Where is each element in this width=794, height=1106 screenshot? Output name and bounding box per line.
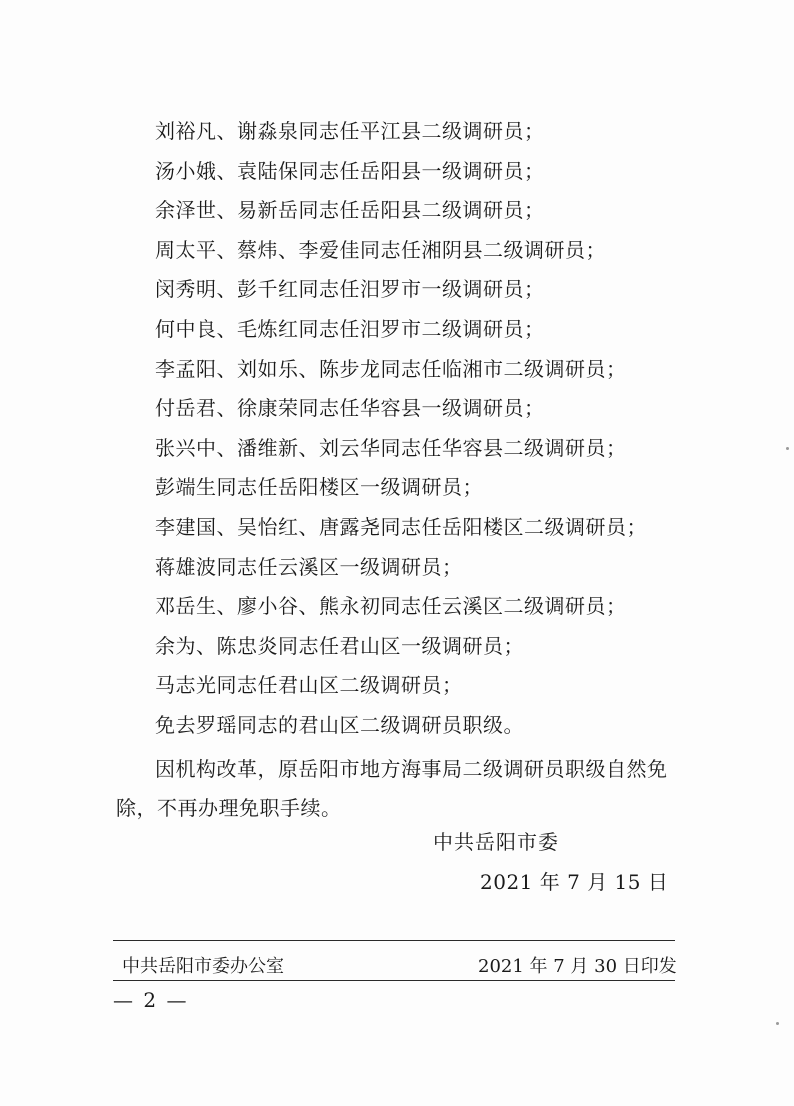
appointment-line: 李建国、吴怡红、唐露尧同志任岳阳楼区二级调研员； — [155, 514, 647, 539]
reform-note-line: 因机构改革，原岳阳市地方海事局二级调研员职级自然免 — [155, 757, 668, 781]
signature-date: 2021 年 7 月 15 日 — [480, 870, 669, 894]
appointment-line: 余泽世、易新岳同志任岳阳县二级调研员； — [155, 198, 545, 223]
footer-print-date: 2021 年 7 月 30 日印发 — [478, 956, 677, 977]
appointment-line: 余为、陈忠炎同志任君山区一级调研员； — [155, 633, 524, 658]
appointment-line: 李孟阳、刘如乐、陈步龙同志任临湘市二级调研员； — [155, 356, 627, 381]
page-number: — 2 — — [113, 988, 189, 1012]
reform-note-line: 除，不再办理免职手续。 — [116, 796, 342, 820]
appointment-line: 汤小娥、袁陆保同志任岳阳县一级调研员； — [155, 158, 545, 183]
appointment-line: 彭端生同志任岳阳楼区一级调研员； — [155, 475, 483, 500]
footer-top-rule — [113, 940, 675, 941]
scan-speck — [786, 447, 789, 450]
scan-speck — [776, 1022, 779, 1025]
appointment-list — [155, 112, 715, 746]
appointment-line: 闵秀明、彭千红同志任汨罗市一级调研员； — [155, 277, 545, 302]
appointment-line: 蒋雄波同志任云溪区一级调研员； — [155, 554, 463, 579]
footer-office: 中共岳阳市委办公室 — [122, 956, 284, 977]
appointment-line: 张兴中、潘维新、刘云华同志任华容县二级调研员； — [155, 435, 627, 460]
footer-bottom-rule — [113, 980, 675, 981]
appointment-line: 周太平、蔡炜、李爱佳同志任湘阴县二级调研员； — [155, 237, 606, 262]
dismissal-line: 免去罗瑶同志的君山区二级调研员职级。 — [155, 712, 524, 737]
appointment-line: 何中良、毛炼红同志任汨罗市二级调研员； — [155, 316, 545, 341]
issuer-signature: 中共岳阳市委 — [433, 830, 559, 854]
reform-note-paragraph — [116, 750, 696, 828]
appointment-line: 邓岳生、廖小谷、熊永初同志任云溪区二级调研员； — [155, 594, 627, 619]
appointment-line: 马志光同志任君山区二级调研员； — [155, 673, 463, 698]
appointment-line: 刘裕凡、谢淼泉同志任平江县二级调研员； — [155, 119, 545, 143]
appointment-line: 付岳君、徐康荣同志任华容县一级调研员； — [155, 396, 545, 421]
